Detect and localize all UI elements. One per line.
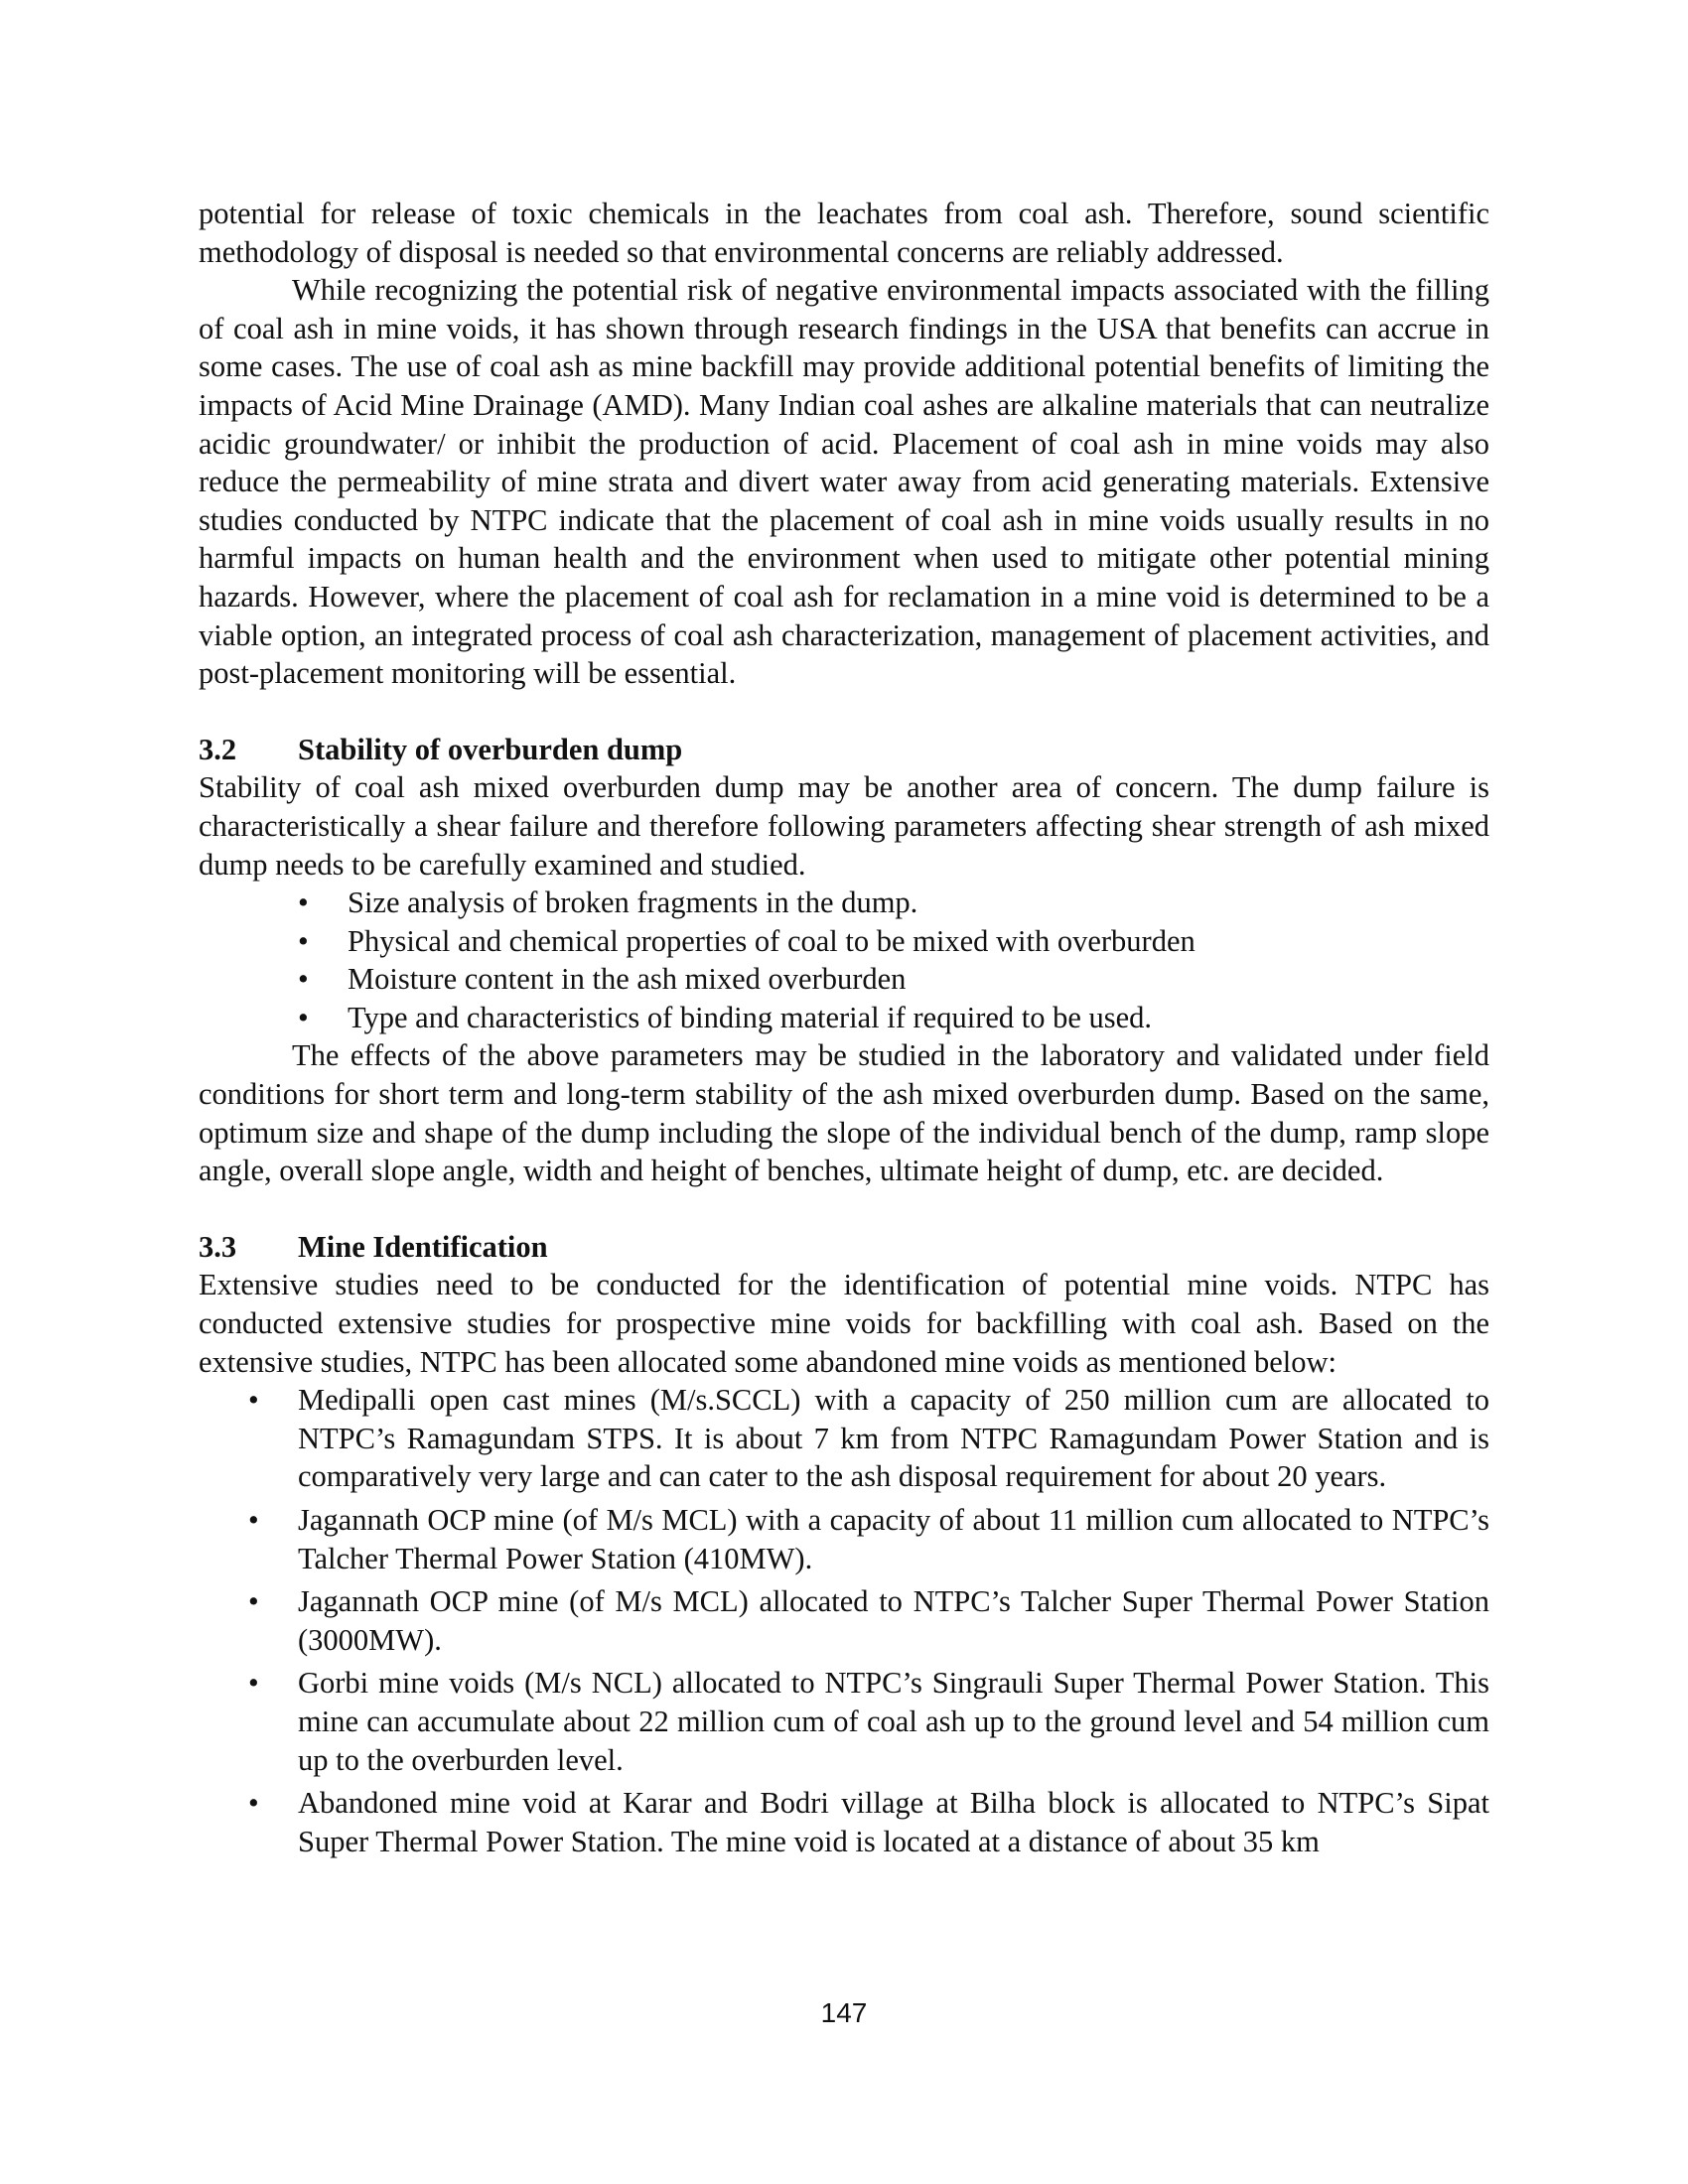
bullet-icon: • — [248, 1666, 259, 1701]
list-item: • Abandoned mine void at Karar and Bodri village at Bilha block is allocated to NTPC’s Sipat Super Thermal Power Station. The mine void is located at a distance of about 35 km — [248, 1786, 1489, 1858]
document-page — [199, 195, 1489, 1865]
section-number: 3.2 — [199, 732, 237, 766]
section-heading-3-3 — [199, 1228, 1489, 1267]
section-heading-3-2 — [199, 731, 1489, 769]
bullet-icon: • — [298, 923, 309, 958]
section-3-3-intro: Extensive studies need to be conducted for the identification of potential mine voids. NTPC has conducted extensive studies for prospective mine voids for backfilling with coal ash. Based on the extensive studies, NTPC has been allocated some abandoned mine voids as mentioned below: — [199, 1268, 1489, 1379]
parameter-list — [199, 884, 1489, 1036]
bullet-icon: • — [248, 1503, 259, 1537]
list-item: • Type and characteristics of binding material if required to be used. — [199, 999, 1489, 1037]
list-item: • Physical and chemical properties of coal to be mixed with overburden — [199, 922, 1489, 961]
bullet-icon: • — [298, 886, 309, 920]
bullet-icon: • — [248, 1584, 259, 1619]
section-number: 3.3 — [199, 1229, 237, 1264]
bullet-icon: • — [248, 1383, 259, 1418]
section-title: Mine Identification — [298, 1229, 548, 1264]
section-title: Stability of overburden dump — [298, 732, 683, 766]
list-item: • Jagannath OCP mine (of M/s MCL) allocated to NTPC’s Talcher Super Thermal Power Station (3000MW). — [248, 1584, 1489, 1657]
list-item: • Size analysis of broken fragments in the dump. — [199, 884, 1489, 922]
page-number: 147 — [820, 1997, 868, 2028]
list-item: • Jagannath OCP mine (of M/s MCL) with a capacity of about 11 million cum allocated to NTPC’s Talcher Thermal Power Station (410MW). — [248, 1503, 1489, 1575]
mine-void-list — [199, 1381, 1489, 1860]
paragraph-mine-void-benefits: While recognizing the potential risk of negative environmental impacts associated with the filling of coal ash in mine voids, it has shown through research findings in the USA that benefits can accrue in some cases. The use of coal ash as mine backfill may provide additional potential benefits of limiting the impacts of Acid Mine Drainage (AMD). Many Indian coal ashes are alkaline materials that can neutralize acidic groundwater/ or inhibit the production of acid. Placement of coal ash in mine voids may also reduce the permeability of mine strata and divert water away from acid generating materials. Extensive studies conducted by NTPC indicate that the placement of coal ash in mine voids usually results in no harmful impacts on human health and the environment when used to mitigate other potential mining hazards. However, where the placement of coal ash for reclamation in a mine void is determined to be a viable option, an integrated process of coal ash characterization, management of placement activities, and post-placement monitoring will be essential. — [199, 273, 1489, 691]
section-3-2-intro: Stability of coal ash mixed overburden dump may be another area of concern. The dump failure is characteristically a shear failure and therefore following parameters affecting shear strength of ash mixed dump needs to be carefully examined and studied. — [199, 770, 1489, 882]
list-item: • Gorbi mine voids (M/s NCL) allocated to NTPC’s Singrauli Super Thermal Power Station. This mine can accumulate about 22 million cum of coal ash up to the ground level and 54 million cum up to the overburden level. — [248, 1666, 1489, 1777]
bullet-icon: • — [298, 1000, 309, 1034]
paragraph-continuation: potential for release of toxic chemicals in the leachates from coal ash. Therefore, sound scientific methodology of disposal is needed so that environmental concerns are reliably addressed. — [199, 197, 1489, 269]
bullet-icon: • — [248, 1786, 259, 1821]
section-3-2-closing: The effects of the above parameters may be studied in the laboratory and validated under field conditions for short term and long-term stability of the ash mixed overburden dump. Based on the same, optimum size and shape of the dump including the slope of the individual bench of the dump, ramp slope angle, overall slope angle, width and height of benches, ultimate height of dump, etc. are decided. — [199, 1038, 1489, 1188]
list-item: • Moisture content in the ash mixed overburden — [199, 960, 1489, 999]
bullet-icon: • — [298, 962, 309, 997]
list-item: • Medipalli open cast mines (M/s.SCCL) with a capacity of 250 million cum are allocated to NTPC’s Ramagundam STPS. It is about 7 km from NTPC Ramagundam Power Station and is comparatively very large and can cater to the ash disposal requirement for about 20 years. — [248, 1383, 1489, 1494]
